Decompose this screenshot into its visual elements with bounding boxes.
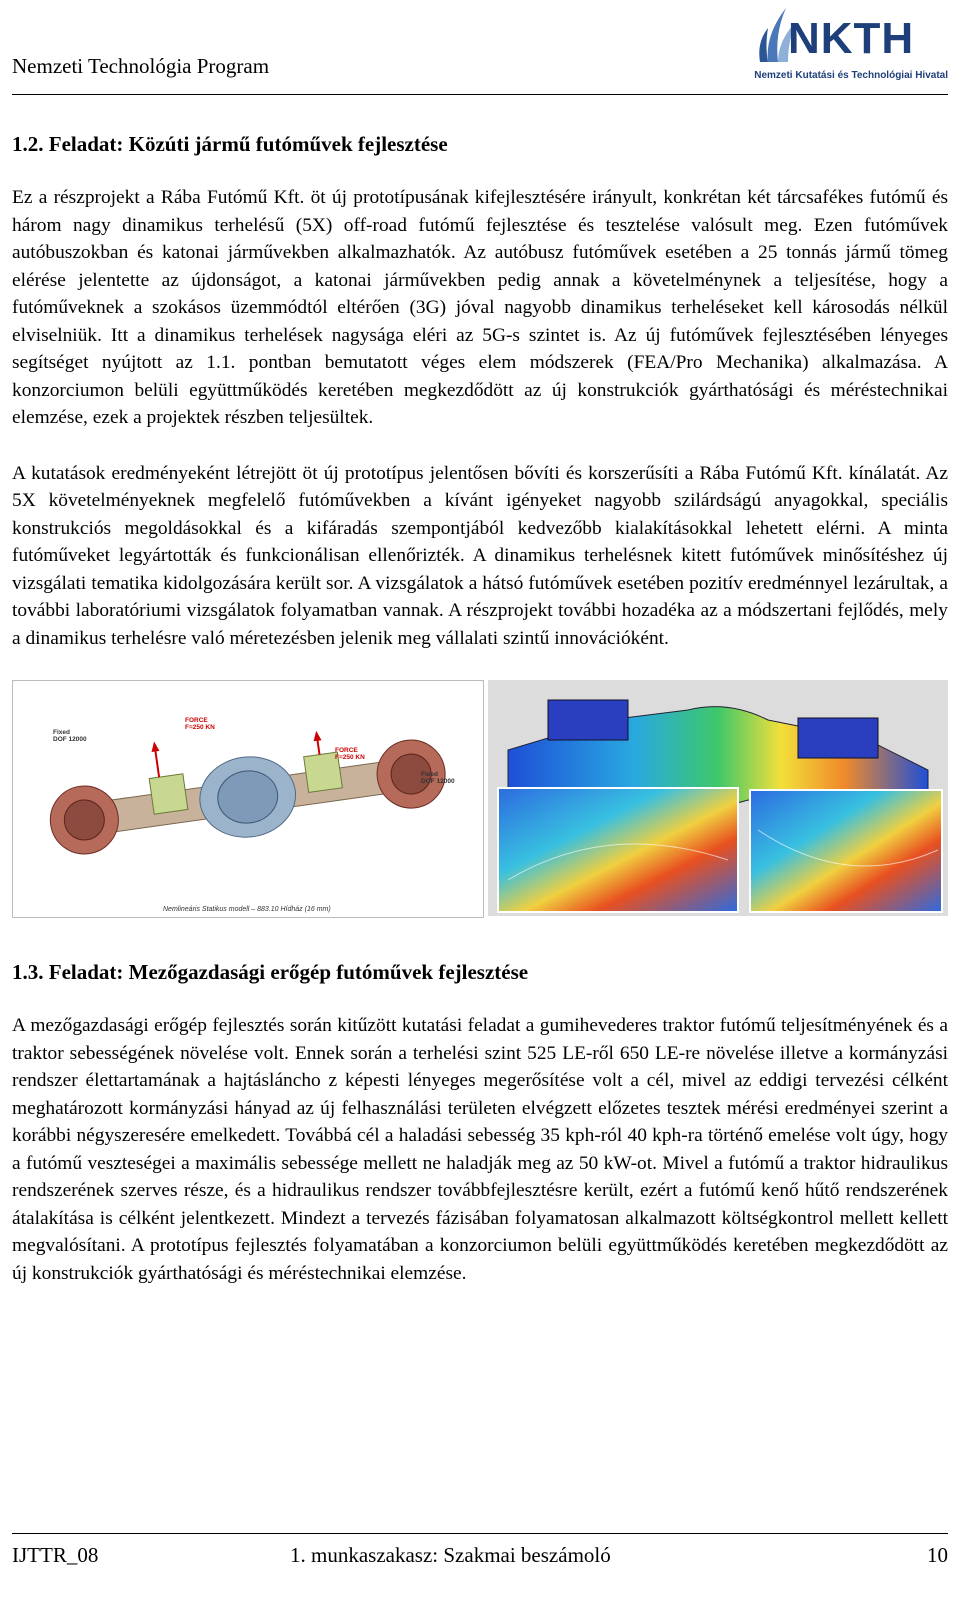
footer-section-title: 1. munkaszakasz: Szakmai beszámoló xyxy=(290,1543,611,1567)
logo-text: NKTH xyxy=(788,14,915,63)
logo-subtitle: Nemzeti Kutatási és Technológiai Hivatal xyxy=(754,70,948,81)
fea-stress-plot xyxy=(488,680,948,916)
dof-label-1: Fixed DOF 12000 xyxy=(53,729,87,743)
section-1-3-heading: 1.3. Feladat: Mezőgazdasági erőgép futóművek fejlesztése xyxy=(12,960,529,984)
axle-model-figure xyxy=(12,680,484,918)
header-title: Nemzeti Technológia Program xyxy=(12,54,270,78)
figure-row xyxy=(12,680,948,918)
footer-page-number: 10 xyxy=(927,1543,948,1567)
dof-label-2: Fixed DOF 12000 xyxy=(421,771,455,785)
section-1-2-heading: 1.2. Feladat: Közúti jármű futóművek fejlesztése xyxy=(12,132,448,156)
footer-document-id: IJTTR_08 xyxy=(12,1543,99,1567)
figure-caption: Nemlineáris Statikus modell – 883.10 Hídház (16 mm) xyxy=(163,906,331,913)
nkth-logo xyxy=(748,4,948,82)
section-1-3-paragraph-1: A mezőgazdasági erőgép fejlesztés során kitűzött kutatási feladat a gumihevederes traktor futómű teljesítményének és a traktor sebességének növelése volt. Ennek során a terhelési szint 525 LE-ről 650 LE-re növelése illetve a kormányzási rendszer élettartamának a hajtásláncho z képesti lényeges megerősítése volt a cél, mivel az eddigi tervezési célként meghatározott kormányzási hányad az új felhasználási területen elvégzett előzetes tesztek mérési eredményei szerint a korábbi négyszeresére emelkedett. Továbbá cél a haladási sebesség 35 kph-ról 40 kph-ra történő emelése volt úgy, hogy a futómű veszteségei a maximális sebessége mellett ne haladják meg az 50 kW-ot. Mivel a futómű a traktor hidraulikus rendszerének szerves része, és a hidraulikus rendszer továbbfejlesztésre került, ezért a futómű kenő hűtő rendszerének átalakítása is célként jelentkezett. Mindezt a tervezés fázisában folyamatosan alkalmazott költségkontrol mellett kellett megvalósítani. A prototípus fejlesztés folyamatában a konzorciumon belüli együttműködés keretében megkezdődött az új konstrukciók gyárthatósági és méréstechnikai elemzése. xyxy=(12,1015,948,1284)
page-header xyxy=(12,0,948,96)
header-rule xyxy=(12,94,948,95)
page-footer xyxy=(12,1533,948,1593)
footer-rule xyxy=(12,1533,948,1534)
force-label-2: FORCE F=250 KN xyxy=(335,747,365,761)
page-content xyxy=(12,130,948,1315)
section-1-2-paragraph-1: Ez a részprojekt a Rába Futómű Kft. öt új prototípusának kifejlesztésére irányult, konkrétan két tárcsafékes futómű és három nagy dinamikus terhelésű (5X) off-road futómű fejlesztése és tesztelése valósult meg. Ezen futóművek autóbuszokban és katonai járművekben alkalmazhatók. Az autóbusz futóművek esetében a 25 tonnás jármű tömeg elérése jelentette az újdonságot, a katonai járművekben pedig annak a követelménynek a teljesítése, hogy a futóműveknek a szokásos üzemmódtól eltérően (3G) jóval nagyobb dinamikus terheléseket kell károsodás nélkül elviselniük. Itt a dinamikus terhelések nagysága eléri az 5G-s szintet is. Az új futóművek fejlesztésében lényeges segítséget nyújtott az 1.1. pontban bemutatott véges elem módszerek (FEA/Pro Mechanika) alkalmazása. A konzorciumon belüli együttműködés keretében megkezdődött az új konstrukciók gyárthatósági és méréstechnikai elemzése, ezek a projektek részben teljesültek. xyxy=(12,187,948,428)
force-label-1: FORCE F=250 KN xyxy=(185,717,215,731)
fea-stress-figure xyxy=(488,680,948,916)
section-1-2-paragraph-2: A kutatások eredményeként létrejött öt új prototípus jelentősen bővíti és korszerűsíti a Rába Futómű Kft. kínálatát. Az 5X követelményeknek megfelelő futóművekben a kívánt igényeket nagyobb szilárdságú anyagokkal, speciális konstrukciós megoldásokkal és a kifáradás szempontjából kedvezőbb kialakításokkal lehetett elérni. A minta futóműveket legyártották és funkcionálisan ellenőrizték. A dinamikus terhelésnek kitett futóművek minősítéshez új vizsgálati tematika kidolgozására került sor. A vizsgálatok a hátsó futóművek esetében pozitív eredménnyel lezárultak, a további laboratóriumi vizsgálatok folyamatban vannak. A részprojekt további hozadéka az a módszertani fejlődés, mely a dinamikus terhelésre való méretezésben jelenik meg vállalati szintű innovációként. xyxy=(12,462,948,649)
axle-model-drawing xyxy=(13,681,483,917)
